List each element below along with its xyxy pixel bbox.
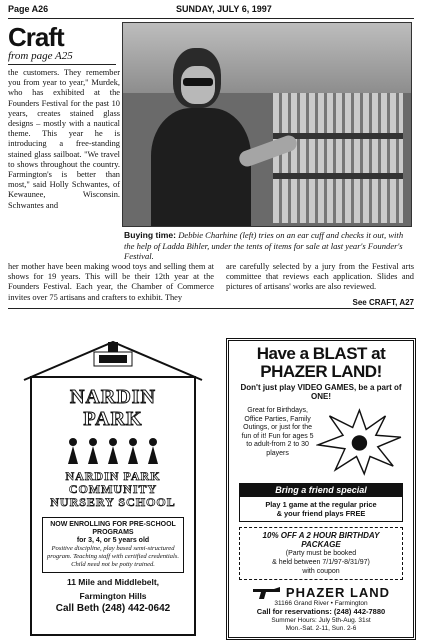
coupon-line-2: (Party must be booked: [285, 550, 357, 557]
phazer-address: 31166 Grand River • Farmington: [274, 600, 368, 607]
phazer-logo: [239, 584, 403, 600]
blast-burst-icon: [316, 407, 403, 477]
phazer-headline-1: Have a BLAST at: [256, 344, 386, 363]
children-icon: [38, 438, 188, 464]
story-column-3: are carefully selected by a jury from the Festival arts committee that reviews each application. Slides and pictures of artisans' works are also reviewed.: [226, 262, 414, 292]
photo-caption: [124, 230, 414, 262]
story-text: the customers. They remember you from year to year," Murdek, who has exhibited at the Founders Festival for the past 10 years, creates stained glass designs – mostly with a nautical theme. This year he is introducing a free-standing stained glass sailboat. "We travel to shows throughout the country. Farmington's is better than most," said Holly Schwantes, of Kewaunee, Wisconsin. Schwantes and: [8, 68, 120, 210]
jump-line: from page A25: [8, 50, 116, 65]
friend-special-banner: Bring a friend special: [239, 483, 403, 497]
phazer-hours-2: Mon.-Sat. 2-11, Sun. 2-6: [285, 625, 357, 632]
kicker-title: Craft: [8, 22, 64, 52]
phazer-logo-name: PHAZER LAND: [285, 584, 391, 600]
jump-see: See CRAFT, A27: [352, 298, 414, 307]
nardin-ad-box: [30, 376, 196, 636]
caption-lead: Buying time:: [124, 230, 177, 240]
story-column-1: [8, 68, 120, 211]
header-rule: [8, 18, 414, 19]
phazer-reservations: Call for reservations: (248) 442-7880: [256, 607, 386, 616]
school-name-1: NARDIN PARK: [65, 469, 161, 483]
phazer-hours-1: Summer Hours: July 5th-Aug. 31st: [271, 617, 371, 624]
school-name-2: COMMUNITY: [68, 482, 158, 496]
page-header: [8, 4, 414, 18]
story-column-2: her mother have been making wood toys and selling them at shows for 19 years. This will be their 12th year at the Founders Festival. Each year, the Chamber of Commerce invites over 75 artisans and crafters to exhibit. They: [8, 262, 214, 302]
enrollment-box: [42, 517, 184, 573]
offer-line-1: Play 1 game at the regular price: [265, 500, 377, 509]
photo-person: [143, 48, 253, 227]
news-photo: [122, 22, 412, 227]
phazer-features: Great for Birthdays, Office Parties, Family Outings, or just for the fun of it! Fun for ages 5 to adult-from 2 to 30 players: [241, 407, 314, 457]
coupon-line-4: with coupon: [302, 568, 340, 575]
school-name-3: NURSERY SCHOOL: [50, 495, 176, 509]
jewelry-display: [273, 93, 403, 223]
nardin-park-ad: [22, 338, 204, 636]
phazer-subhead: Don't just play VIDEO GAMES, be a part of ONE!: [240, 383, 402, 401]
sunglasses: [183, 78, 213, 86]
phazer-gun-icon: [252, 584, 282, 600]
enroll-ages: for 3, 4, or 5 years old: [76, 537, 150, 544]
page-date: SUNDAY, JULY 6, 1997: [176, 4, 272, 14]
enroll-title: NOW ENROLLING FOR PRE-SCHOOL PROGRAMS: [50, 521, 176, 536]
friend-offer: [239, 497, 403, 522]
enroll-body: Positive discipline, play based semi-structured program. Teaching staff with certified credentials. Child need not be potty trained.: [46, 545, 180, 568]
nardin-name-1: NARDIN: [70, 386, 156, 408]
address-line-1: 11 Mile and Middlebelt,: [66, 577, 160, 587]
birthday-coupon: [239, 527, 403, 580]
page-number: Page A26: [8, 4, 49, 14]
section-rule: [8, 308, 414, 309]
nardin-phone: Call Beth (248) 442-0642: [55, 603, 171, 614]
phazer-headline-2: PHAZER LAND!: [260, 362, 382, 381]
phazer-land-ad: [226, 338, 416, 640]
offer-line-2: & your friend plays FREE: [276, 509, 366, 518]
coupon-line-3: & held between 7/1/97-8/31/97): [272, 559, 370, 566]
story-kicker: [8, 24, 116, 65]
address-line-2: Farmington Hills: [79, 591, 147, 601]
caption-text: Debbie Charhine (left) tries on an ear cuff and checks it out, with the help of Ladda Bihler, under the tents of items for sale at last year's Founder's Festival.: [124, 230, 404, 261]
coupon-title: 10% OFF A 2 HOUR BIRTHDAY PACKAGE: [262, 531, 380, 549]
nardin-name-2: PARK: [83, 408, 143, 430]
